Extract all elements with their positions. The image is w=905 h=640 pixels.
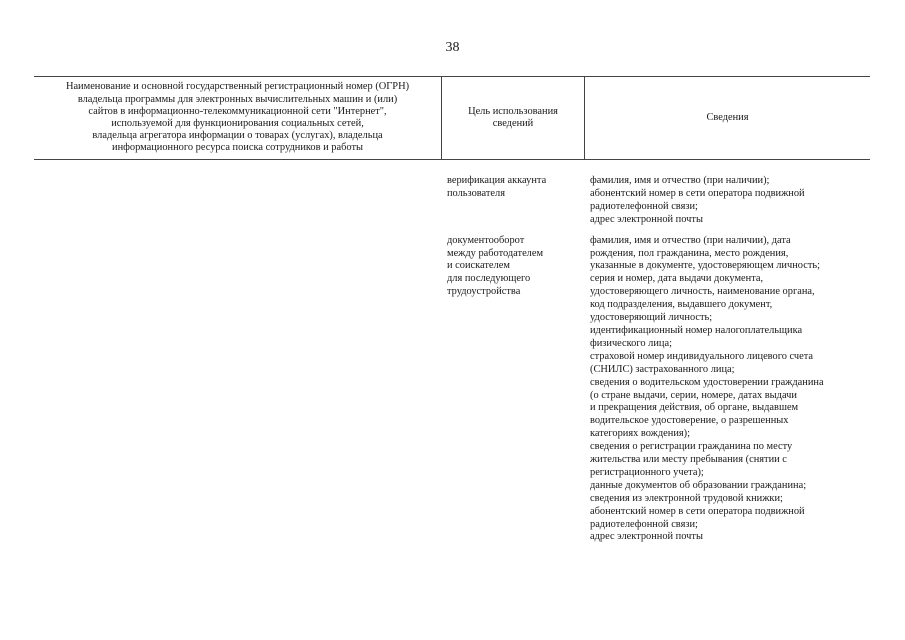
header-purpose <box>441 77 584 159</box>
info-cell <box>584 235 870 545</box>
purpose-cell <box>441 175 584 227</box>
table-body <box>34 175 870 544</box>
info-line: фамилия, имя и отчество (при наличии), дата <box>590 234 791 246</box>
header-owner-line: владельца программы для электронных вычислительных машин и (или) <box>77 93 398 105</box>
info-line: удостоверяющего личность, наименование органа, <box>590 286 815 298</box>
purpose-line: верификация аккаунта <box>447 175 547 186</box>
info-line: сведения о регистрации гражданина по месту <box>590 441 793 453</box>
purpose-line: и соискателем <box>447 260 510 272</box>
info-line: водительское удостоверение, о разрешенных <box>590 415 789 427</box>
data-table <box>34 76 870 544</box>
info-line: серия и номер, дата выдачи документа, <box>590 273 764 285</box>
info-line: код подразделения, выдавшего документ, <box>590 299 773 311</box>
purpose-line: для последующего <box>447 273 531 285</box>
info-line: жительства или месту пребывания (снятии с <box>590 454 787 466</box>
info-line: адрес электронной почты <box>590 531 703 543</box>
info-line: рождения, пол гражданина, место рождения, <box>590 247 789 259</box>
info-line: радиотелефонной связи; <box>590 518 698 530</box>
purpose-line: пользователя <box>447 187 506 199</box>
purpose-line: документооборот <box>447 234 525 246</box>
info-line: страховой номер индивидуального лицевого счета <box>590 350 814 362</box>
info-cell <box>584 175 870 227</box>
table-row <box>34 235 870 545</box>
header-info-line: Сведения <box>706 111 749 123</box>
header-owner-line: Наименование и основной государственный регистрационный номер (ОГРН) <box>65 81 410 93</box>
info-line: (СНИЛС) застрахованного лица; <box>590 363 735 375</box>
header-purpose-line: сведений <box>492 118 534 129</box>
info-line: сведения из электронной трудовой книжки; <box>590 492 783 504</box>
info-line: данные документов об образовании гражданина; <box>590 479 807 491</box>
info-line: абонентский номер в сети оператора подвижной <box>590 505 805 517</box>
header-owner <box>34 77 441 159</box>
info-line: регистрационного учета); <box>590 466 704 478</box>
info-line: радиотелефонной связи; <box>590 200 698 212</box>
info-line: адрес электронной почты <box>590 213 703 225</box>
table-header <box>34 76 870 160</box>
info-line: физического лица; <box>590 337 672 349</box>
info-line: удостоверяющий личность; <box>590 312 713 324</box>
table-row <box>34 175 870 227</box>
purpose-line: трудоустройства <box>447 286 521 298</box>
info-line: фамилия, имя и отчество (при наличии); <box>590 175 770 186</box>
header-info <box>584 77 870 159</box>
page-number: 38 <box>445 40 460 55</box>
header-owner-line: сайтов в информационно-телекоммуникационной сети "Интернет", <box>88 105 387 117</box>
purpose-cell <box>441 235 584 545</box>
info-line: указанные в документе, удостоверяющем личность; <box>590 260 821 272</box>
header-owner-line: используемой для функционирования социальных сетей, <box>111 118 364 129</box>
info-line: сведения о водительском удостоверении гражданина <box>590 376 824 388</box>
purpose-line: между работодателем <box>447 247 544 259</box>
header-owner-line: владельца агрегатора информации о товарах (услугах), владельца <box>92 130 383 142</box>
info-line: абонентский номер в сети оператора подвижной <box>590 187 805 199</box>
info-line: категориях вождения); <box>590 428 691 440</box>
header-purpose-line: Цель использования <box>468 105 558 117</box>
header-owner-line: информационного ресурса поиска сотрудников и работы <box>112 142 363 154</box>
info-line: идентификационный номер налогоплательщика <box>590 324 803 336</box>
info-line: (о стране выдачи, серии, номере, датах выдачи <box>590 389 797 401</box>
info-line: и прекращения действия, об органе, выдавшем <box>590 402 799 414</box>
